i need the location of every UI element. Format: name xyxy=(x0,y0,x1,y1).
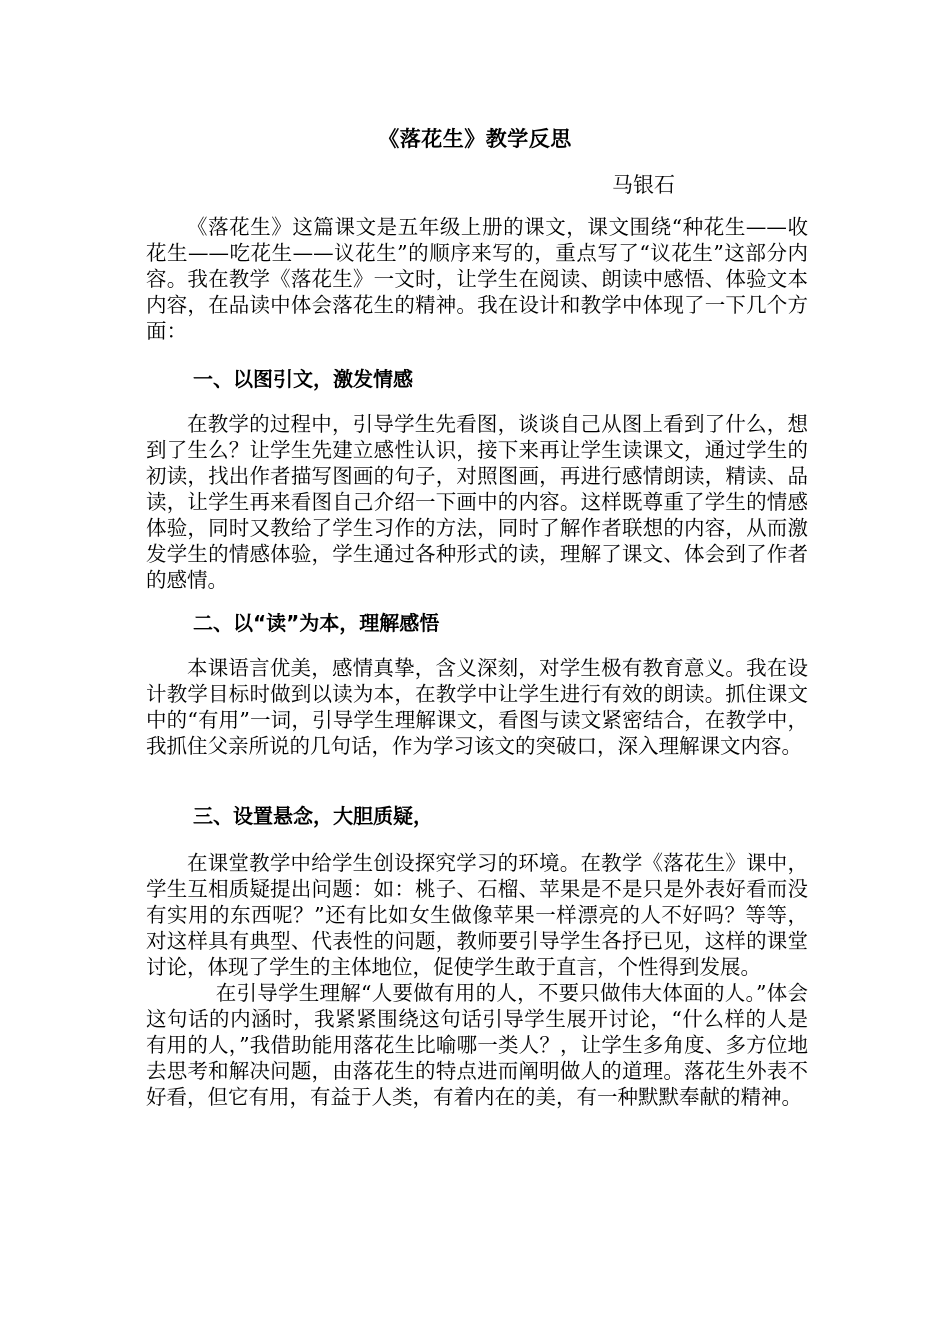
section-1-body xyxy=(146,411,808,593)
section-heading-2: 二、以“读”为本，理解感悟 xyxy=(193,611,440,635)
intro-paragraph-block xyxy=(146,214,808,344)
section-heading-1: 一、以图引文，激发情感 xyxy=(193,367,413,391)
section-2-body xyxy=(146,655,808,759)
intro-paragraph: 《落花生》这篇课文是五年级上册的课文，课文围绕“种花生——收花生——吃花生——议花生”的顺序来写的，重点写了“议花生”这部分内容。我在教学《落花生》一文时，让学生在阅读、朗读中感悟、体验文本内容，在品读中体会落花生的精神。我在设计和教学中体现了一下几个方面： xyxy=(146,215,808,343)
document-author: 马银石 xyxy=(612,173,675,197)
section-2-paragraph: 本课语言优美，感情真挚，含义深刻，对学生极有教育意义。我在设计教学目标时做到以读为本，在教学中让学生进行有效的朗读。抓住课文中的“有用”一词，引导学生理解课文，看图与读文紧密结合，在教学中，我抓住父亲所说的几句话，作为学习该文的突破口，深入理解课文内容。 xyxy=(146,656,808,758)
section-3-paragraph-1: 在课堂教学中给学生创设探究学习的环境。在教学《落花生》课中，学生互相质疑提出问题：如：桃子、石榴、苹果是不是只是外表好看而没有实用的东西呢？”还有比如女生做像苹果一样漂亮的人不好吗？等等，对这样具有典型、代表性的问题，教师要引导学生各抒已见，这样的课堂讨论，体现了学生的主体地位，促使学生敢于直言，个性得到发展。 xyxy=(146,851,808,979)
section-3-body xyxy=(146,850,808,1110)
section-3-paragraph-2: 在引导学生理解“人要做有用的人，不要只做伟大体面的人。”体会这句话的内涵时，我紧紧围绕这句话引导学生展开讨论，“什么样的人是有用的人，”我借助能用落花生比喻哪一类人？，让学生多角度、多方位地去思考和解决问题，由落花生的特点进而阐明做人的道理。落花生外表不好看，但它有用，有益于人类，有着内在的美，有一种默默奉献的精神。 xyxy=(146,981,808,1109)
section-heading-3: 三、设置悬念，大胆质疑， xyxy=(193,804,433,828)
document-title: 《落花生》教学反思 xyxy=(378,127,572,151)
section-1-paragraph: 在教学的过程中，引导学生先看图，谈谈自己从图上看到了什么，想到了生么？让学生先建立感性认识，接下来再让学生读课文，通过学生的初读，找出作者描写图画的句子，对照图画，再进行感情朗读，精读、品读，让学生再来看图自己介绍一下画中的内容。这样既尊重了学生的情感体验，同时又教给了学生习作的方法，同时了解作者联想的内容，从而激发学生的情感体验，学生通过各种形式的读，理解了课文、体会到了作者的感情。 xyxy=(146,412,808,592)
